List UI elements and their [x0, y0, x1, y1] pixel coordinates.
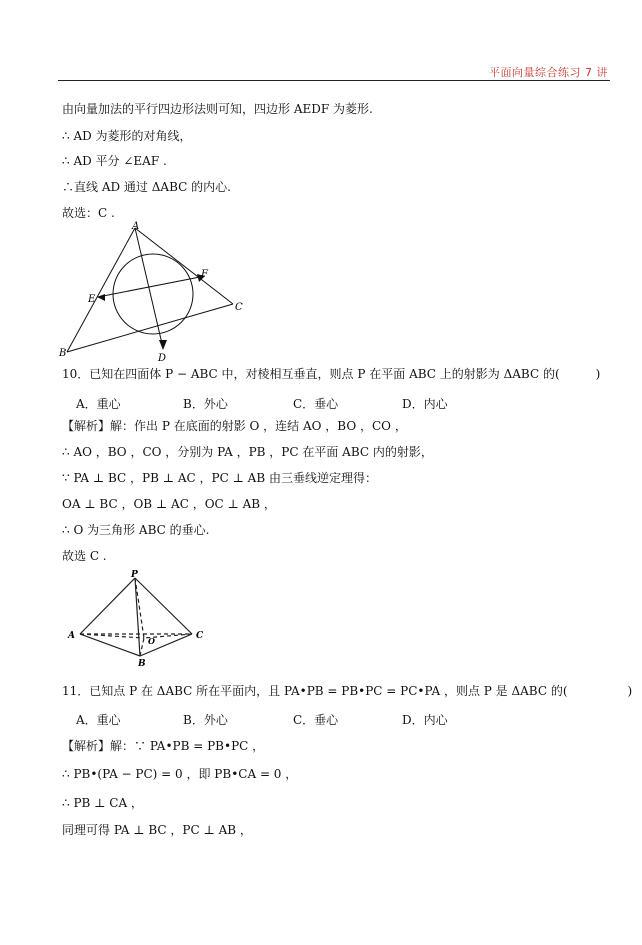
figure2-edge-pb	[135, 578, 140, 656]
text-line: ∴ O 为三角形 ABC 的垂心.	[62, 523, 210, 537]
figure2-line-bo	[140, 638, 144, 656]
figure1-label-f: F	[201, 269, 208, 280]
text-line: ∴ AD 平分 ∠EAF .	[62, 154, 167, 168]
figure1-incircle	[113, 254, 193, 334]
figure1-line-bc	[67, 304, 233, 352]
q11-option-c: C．垂心	[293, 713, 339, 727]
figure1-line-ab	[67, 228, 135, 352]
figure-incircle	[55, 220, 255, 362]
header-divider	[58, 80, 610, 81]
figure2-edge-pc	[135, 578, 192, 634]
text-line: ∴直线 AD 通过 ΔABC 的内心.	[62, 180, 231, 194]
figure2-label-a: A	[68, 631, 75, 641]
text-line: ∴ AD 为菱形的对角线，	[62, 129, 192, 143]
text-line: ∴ PB ⊥ CA ，	[62, 796, 143, 810]
figure1-label-a: A	[132, 221, 140, 232]
text-line: ∴ AO ，BO ，CO ，分别为 PA ，PB ，PC 在平面 ABC 内的射影，	[62, 445, 433, 459]
q10-option-d: D．内心	[402, 397, 448, 411]
figure1-label-e: E	[88, 294, 96, 305]
figure2-label-c: C	[196, 631, 204, 641]
question-10: 10．已知在四面体 P − ABC 中，对棱相互垂直，则点 P 在平面 ABC 上的射影为 ΔABC 的( )	[62, 367, 601, 381]
page-header-title: 平面向量综合练习 7 讲	[489, 66, 608, 79]
text-line: 故选 C .	[62, 549, 107, 563]
text-line: 【解析】解：作出 P 在底面的射影 O ，连结 AO ，BO ，CO ，	[62, 419, 407, 433]
q11-option-d: D．内心	[402, 713, 448, 727]
figure2-edge-pa	[80, 578, 135, 634]
text-line: 由向量加法的平行四边形法则可知，四边形 AEDF 为菱形.	[62, 102, 373, 116]
figure2-label-o: O	[148, 636, 155, 646]
figure2-label-b: B	[138, 659, 146, 668]
q10-option-c: C．垂心	[293, 397, 339, 411]
figure1-label-d: D	[158, 353, 167, 362]
text-line: OA ⊥ BC ，OB ⊥ AC ，OC ⊥ AB ，	[62, 497, 276, 511]
text-line: ∵ PA ⊥ BC ，PB ⊥ AC ，PC ⊥ AB 由三垂线逆定理得：	[62, 471, 377, 485]
figure2-label-p: P	[131, 570, 138, 580]
text-line: 同理可得 PA ⊥ BC ，PC ⊥ AB ，	[62, 823, 252, 837]
text-line: 【解析】解：∵ PA•PB = PB•PC ，	[62, 739, 265, 753]
figure1-label-c: C	[235, 302, 243, 313]
q11-option-b: B．外心	[183, 713, 228, 727]
figure1-label-b: B	[59, 348, 67, 359]
q10-option-a: A．重心	[76, 397, 121, 411]
text-line: 故选：C .	[62, 206, 115, 220]
figure-tetrahedron	[60, 568, 220, 668]
question-11: 11．已知点 P 在 ΔABC 所在平面内，且 PA•PB = PB•PC = PC•PA ，则点 P 是 ΔABC 的( )	[62, 684, 633, 698]
q11-option-a: A．重心	[76, 713, 121, 727]
figure1-arrowhead-d	[159, 340, 167, 350]
text-line: ∴ PB•(PA − PC) = 0 ，即 PB•CA = 0 ，	[62, 767, 298, 781]
q10-option-b: B．外心	[183, 397, 228, 411]
